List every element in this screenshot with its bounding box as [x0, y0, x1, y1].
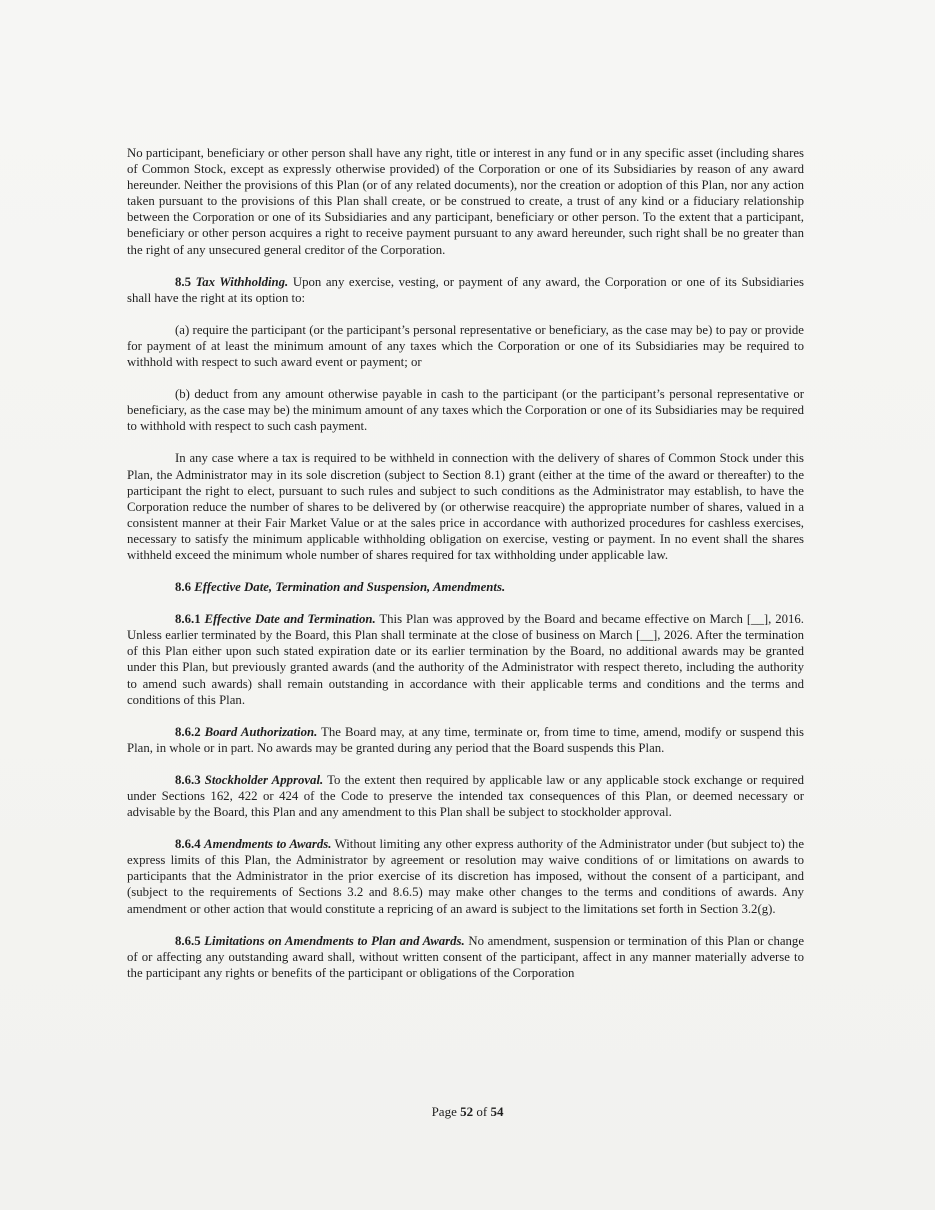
section-8-6-4: [127, 836, 804, 916]
intro-paragraph: No participant, beneficiary or other person shall have any right, title or interest in any fund or in any specific asset (including shares of Common Stock, except as expressly otherwise provided) of the Corporation or one of its Subsidiaries by reason of any award hereunder. Neither the provisions of this Plan (or of any related documents), nor the creation or adoption of this Plan, nor any action taken pursuant to the provisions of this Plan shall create, or be construed to create, a trust of any kind or a fiduciary relationship between the Corporation or one of its Subsidiaries and any participant, beneficiary or other person. To the extent that a participant, beneficiary or other person acquires a right to receive payment pursuant to any award hereunder, such right shall be no greater than the right of any unsecured general creditor of the Corporation.: [127, 146, 804, 257]
section-heading: Amendments to Awards.: [204, 837, 332, 852]
section-number: 8.6.2: [175, 724, 201, 739]
section-heading: Limitations on Amendments to Plan and Awards.: [204, 933, 465, 948]
section-8-5-b: (b) deduct from any amount otherwise payable in cash to the participant (or the participant’s personal representative or beneficiary, as the case may be) the minimum amount of any taxes which the Corporation or one of its Subsidiaries may be required to withhold with respect to such cash payment.: [127, 387, 804, 434]
current-page-number: 52: [460, 1104, 474, 1119]
section-heading: Tax Withholding.: [195, 274, 289, 289]
section-text: No amendment, suspension or termination of this Plan or change of or affecting any outstanding award shall, without written consent of the participant, affect in any manner materially adverse to the participant any rights or benefits of the participant or obligations of the Corporation: [127, 933, 804, 980]
section-heading: Effective Date, Termination and Suspension, Amendments.: [194, 580, 506, 595]
section-8-6-3: [127, 772, 804, 820]
page-body: [127, 145, 804, 997]
section-number: 8.6.5: [175, 933, 201, 948]
section-text: Without limiting any other express authority of the Administrator under (but subject to) the express limits of this Plan, the Administrator by agreement or resolution may waive conditions of or limitations on awards to participants that the Administrator in the prior exercise of its discretion has imposed, without the consent of a participant, and (subject to the requirements of Sections 3.2 and 8.6.5) may make other changes to the terms and conditions of awards. Any amendment or other action that would constitute a repricing of an award is subject to the limitations set forth in Section 3.2(g).: [127, 837, 804, 916]
section-8-6-5: [127, 933, 804, 981]
section-number: 8.6.4: [175, 837, 201, 852]
section-number: 8.5: [175, 274, 191, 289]
total-page-count: 54: [490, 1104, 504, 1119]
section-text: Upon any exercise, vesting, or payment of any award, the Corporation or one of its Subsidiaries shall have the right at its option to:: [127, 274, 805, 305]
section-text: The Board may, at any time, terminate or, from time to time, amend, modify or suspend this Plan, in whole or in part. No awards may be granted during any period that the Board suspends this Plan.: [127, 724, 804, 755]
section-8-5-withholding-paragraph: In any case where a tax is required to be withheld in connection with the delivery of shares of Common Stock under this Plan, the Administrator may in its sole discretion (subject to Section 8.1) grant (either at the time of the award or thereafter) to the participant the right to elect, pursuant to such rules and subject to such conditions as the Administrator may establish, to have the Corporation reduce the number of shares to be delivered by (or otherwise reacquire) the appropriate number of shares, valued in a consistent manner at their Fair Market Value or at the sales price in accordance with authorized procedures for cashless exercises, necessary to satisfy the minimum applicable withholding obligation on exercise, vesting or payment. In no event shall the shares withheld exceed the minimum whole number of shares required for tax withholding under applicable law.: [127, 451, 804, 562]
page-footer: [0, 1104, 935, 1120]
section-8-5-a: (a) require the participant (or the participant’s personal representative or beneficiary, as the case may be) to pay or provide for payment of at least the minimum amount of any taxes which the Corporation or one of its Subsidiaries may be required to withhold with respect to such award event or payment; or: [127, 322, 804, 370]
section-heading: Board Authorization.: [204, 724, 318, 739]
page-label: Page: [431, 1104, 461, 1119]
section-heading: Stockholder Approval.: [204, 772, 324, 787]
section-heading: Effective Date and Termination.: [204, 612, 376, 627]
section-8-6-1: [127, 611, 804, 708]
section-number: 8.6.1: [175, 612, 201, 627]
section-text: This Plan was approved by the Board and became effective on March [__], 2016. Unless earlier terminated by the Board, this Plan shall terminate at the close of business on March [__], 2026. After the termination of this Plan either upon such stated expiration date or its earlier termination by the Board, no additional awards may be granted under this Plan, but previously granted awards (and the authority of the Administrator with respect thereto, including the authority to amend such awards) shall remain outstanding in accordance with their applicable terms and conditions and the terms and conditions of this Plan.: [127, 612, 804, 707]
section-number: 8.6.3: [175, 772, 201, 787]
section-number: 8.6: [175, 580, 191, 595]
section-8-5: [127, 274, 804, 306]
section-text: To the extent then required by applicable law or any applicable stock exchange or required under Sections 162, 422 or 424 of the Code to preserve the intended tax consequences of this Plan, or deemed necessary or advisable by the Board, this Plan and any amendment to this Plan shall be subject to stockholder approval.: [127, 772, 805, 820]
page-of-label: of: [473, 1104, 491, 1119]
section-8-6-2: [127, 724, 804, 756]
section-8-6: [127, 579, 804, 595]
